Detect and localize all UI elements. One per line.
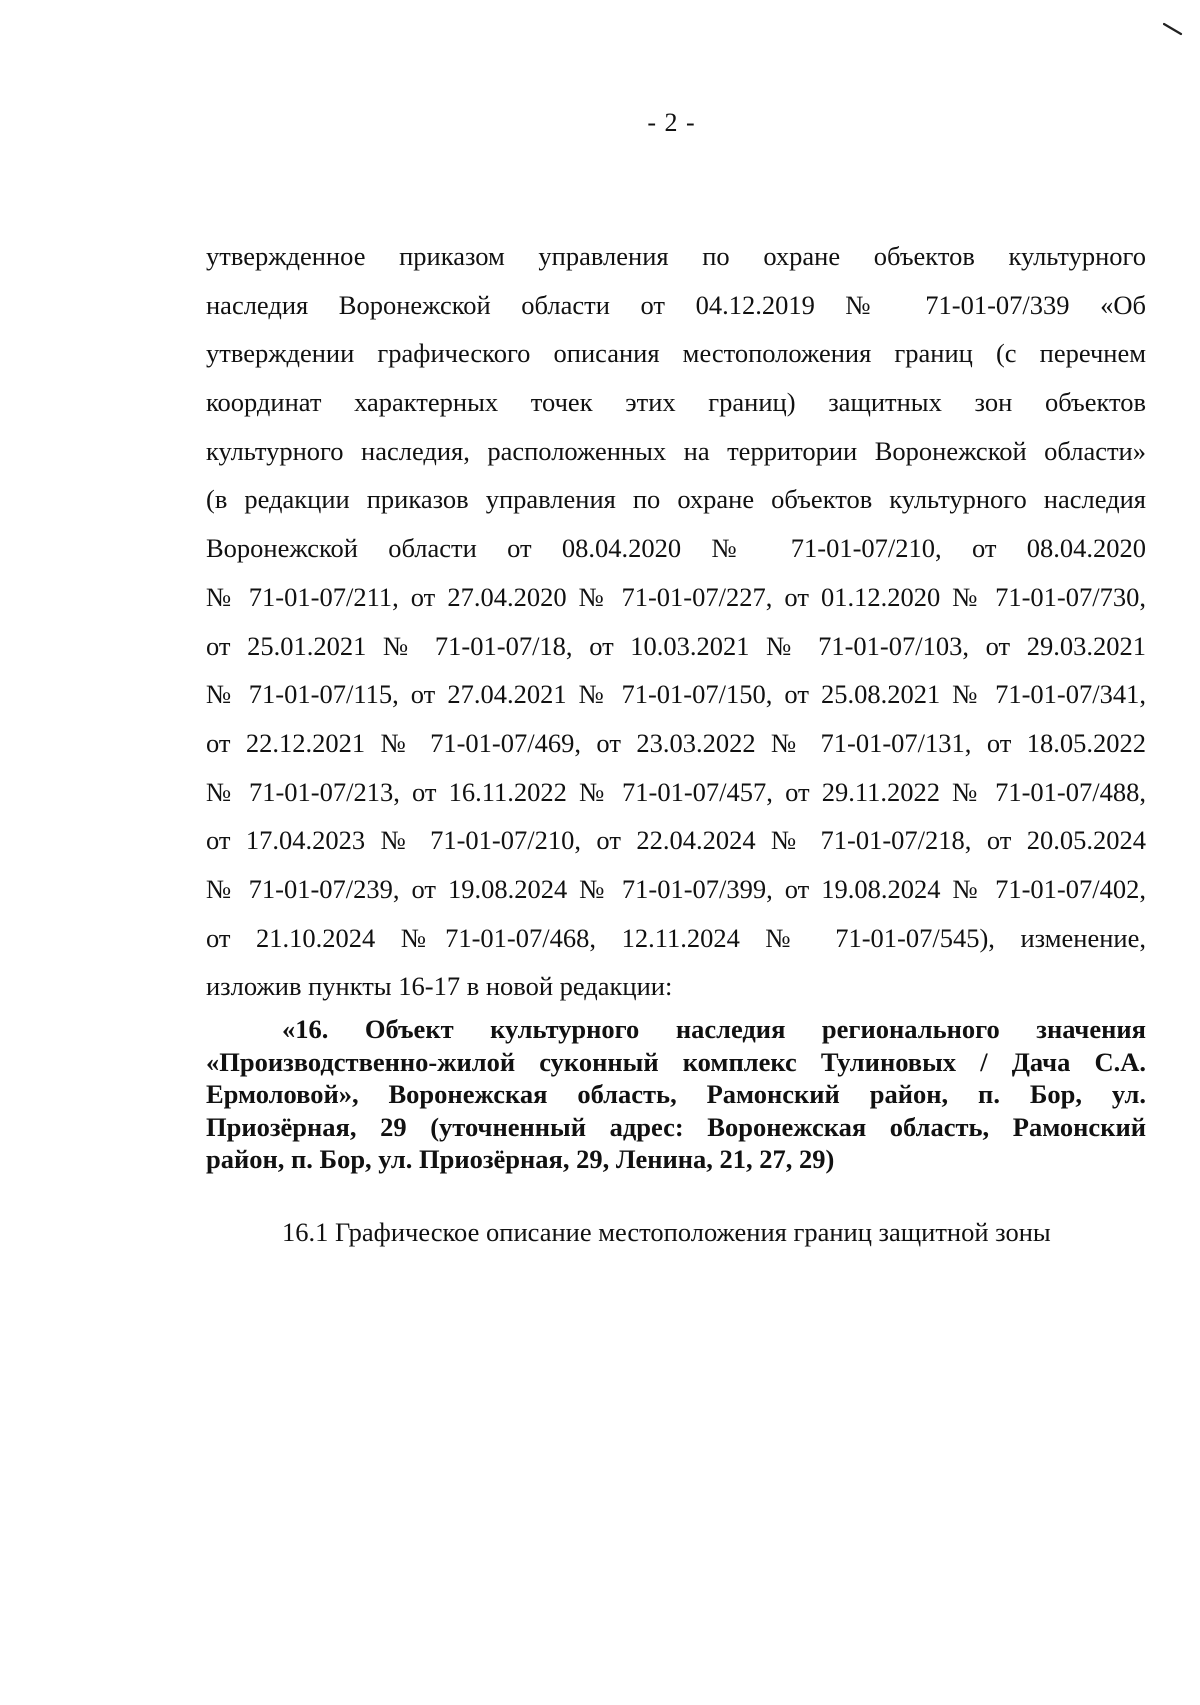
heading-line: Приозёрная, 29 (уточненный адрес: Воронежская область, Рамонский [206,1111,1146,1142]
body-line: Воронежской области от 08.04.2020 № 71-01-07/210, от 08.04.2020 [206,533,1146,564]
heading-line: «Производственно-жилой суконный комплекс Тулиновых / Дача С.А. [206,1046,1146,1077]
heading-line: Ермоловой», Воронежская область, Рамонский район, п. Бор, ул. [206,1079,1146,1109]
body-line: № 71-01-07/213, от 16.11.2022 № 71-01-07/457, от 29.11.2022 № 71-01-07/488, [206,776,1146,807]
body-line: от 25.01.2021 № 71-01-07/18, от 10.03.2021 № 71-01-07/103, от 29.03.2021 [206,630,1146,661]
body-line: № 71-01-07/211, от 27.04.2020 № 71-01-07/227, от 01.12.2020 № 71-01-07/730, [206,581,1146,612]
body-line: координат характерных точек этих границ) защитных зон объектов [206,387,1146,418]
body-line: от 22.12.2021 № 71-01-07/469, от 23.03.2022 № 71-01-07/131, от 18.05.2022 [206,727,1146,758]
body-line: № 71-01-07/115, от 27.04.2021 № 71-01-07/150, от 25.08.2021 № 71-01-07/341, [206,679,1146,710]
heading-line: «16. Объект культурного наследия регионального значения [282,1014,1146,1044]
body-line: от 21.10.2024 №71-01-07/468, 12.11.2024 № 71-01-07/545), изменение, [206,922,1146,953]
body-line: изложив пункты 16-17 в новой редакции: [206,971,673,1002]
body-line: утверждении графического описания местоположения границ (с перечнем [206,338,1146,369]
page-number: - 2 - [647,108,696,137]
subsection-title: 16.1 Графическое описание местоположения границ защитной зоны [282,1217,1051,1247]
body-line: утвержденное приказом управления по охране объектов культурного [206,241,1146,271]
scan-mark [1163,22,1183,36]
object-heading [206,1013,1146,1176]
body-line: от 17.04.2023 № 71-01-07/210, от 22.04.2024 № 71-01-07/218, от 20.05.2024 [206,825,1146,856]
heading-line: район, п. Бор, ул. Приозёрная, 29, Ленина, 21, 27, 29) [206,1144,835,1174]
body-line: культурного наследия, расположенных на территории Воронежской области» [206,435,1146,466]
body-paragraph [206,232,1146,1011]
body-line: наследия Воронежской области от 04.12.2019 № 71-01-07/339 «Об [206,289,1146,320]
body-line: № 71-01-07/239, от 19.08.2024 № 71-01-07/399, от 19.08.2024 № 71-01-07/402, [206,873,1146,904]
body-line: (в редакции приказов управления по охране объектов культурного наследия [206,484,1146,515]
